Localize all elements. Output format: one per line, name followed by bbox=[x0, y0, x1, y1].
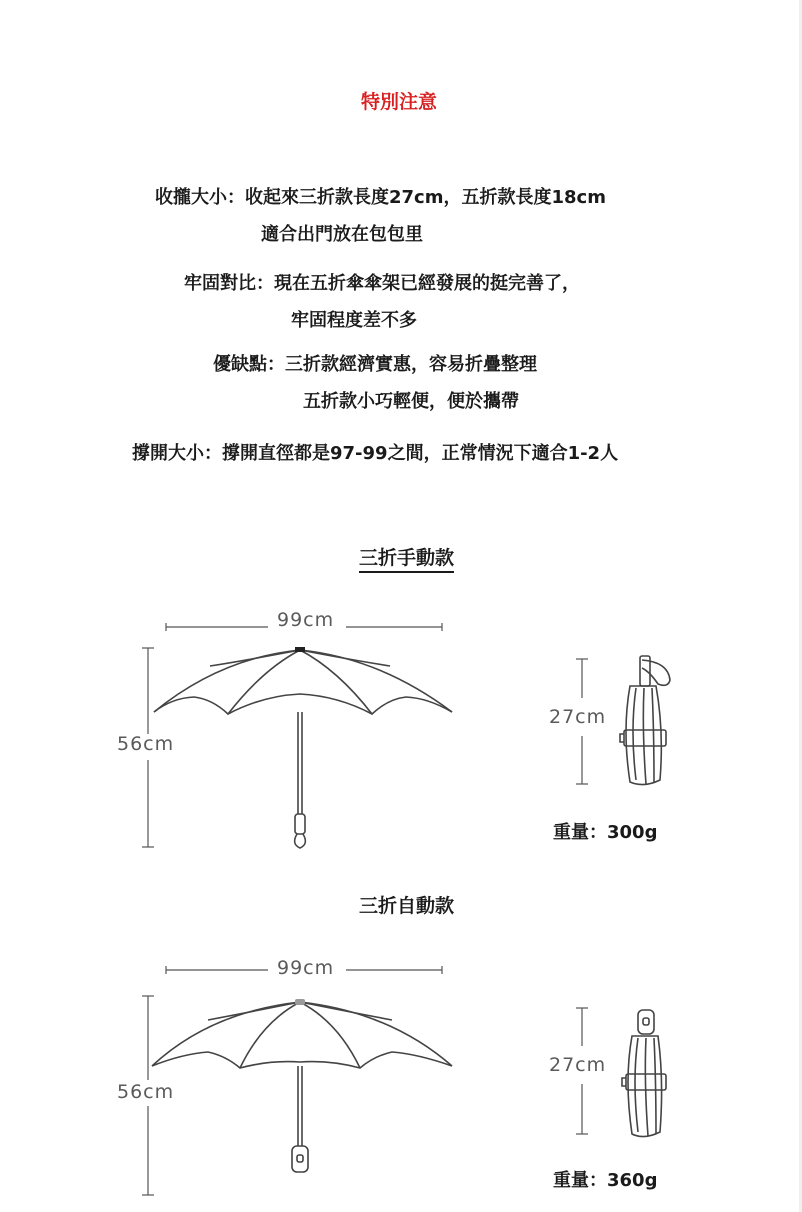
notice-line-portable: 適合出門放在包包里 bbox=[261, 224, 423, 245]
folded-length-label-manual: 27cm bbox=[549, 706, 607, 728]
product-title-auto: 三折自動款 bbox=[359, 895, 455, 917]
folded-length-label-auto: 27cm bbox=[549, 1054, 607, 1076]
notice-line-sturdiness-cont: 牢固程度差不多 bbox=[291, 310, 417, 331]
weight-label-manual: 重量：300g bbox=[553, 822, 658, 843]
notice-line-open-size: 撐開大小：撐開直徑都是97-99之間，正常情況下適合1-2人 bbox=[132, 443, 619, 464]
open-width-label-manual: 99cm bbox=[277, 609, 335, 631]
notice-line-pros-cons: 優缺點：三折款經濟實惠，容易折疊整理 bbox=[213, 354, 537, 375]
umbrella-open-auto-diagram bbox=[0, 948, 480, 1208]
open-height-label-auto: 56cm bbox=[117, 1081, 175, 1103]
product-title-manual: 三折手動款 bbox=[359, 543, 454, 573]
open-width-label-auto: 99cm bbox=[277, 957, 335, 979]
umbrella-open-manual-diagram bbox=[0, 600, 480, 860]
notice-line-folded-size: 收攏大小：收起來三折款長度27cm，五折款長度18cm bbox=[155, 187, 606, 208]
open-height-label-manual: 56cm bbox=[117, 733, 175, 755]
weight-label-auto: 重量：360g bbox=[553, 1170, 658, 1191]
notice-line-sturdiness: 牢固對比：現在五折傘傘架已經發展的挺完善了， bbox=[184, 273, 580, 294]
notice-title: 特別注意 bbox=[361, 91, 438, 113]
notice-line-pros-cons-cont: 五折款小巧輕便，便於攜帶 bbox=[303, 391, 519, 412]
